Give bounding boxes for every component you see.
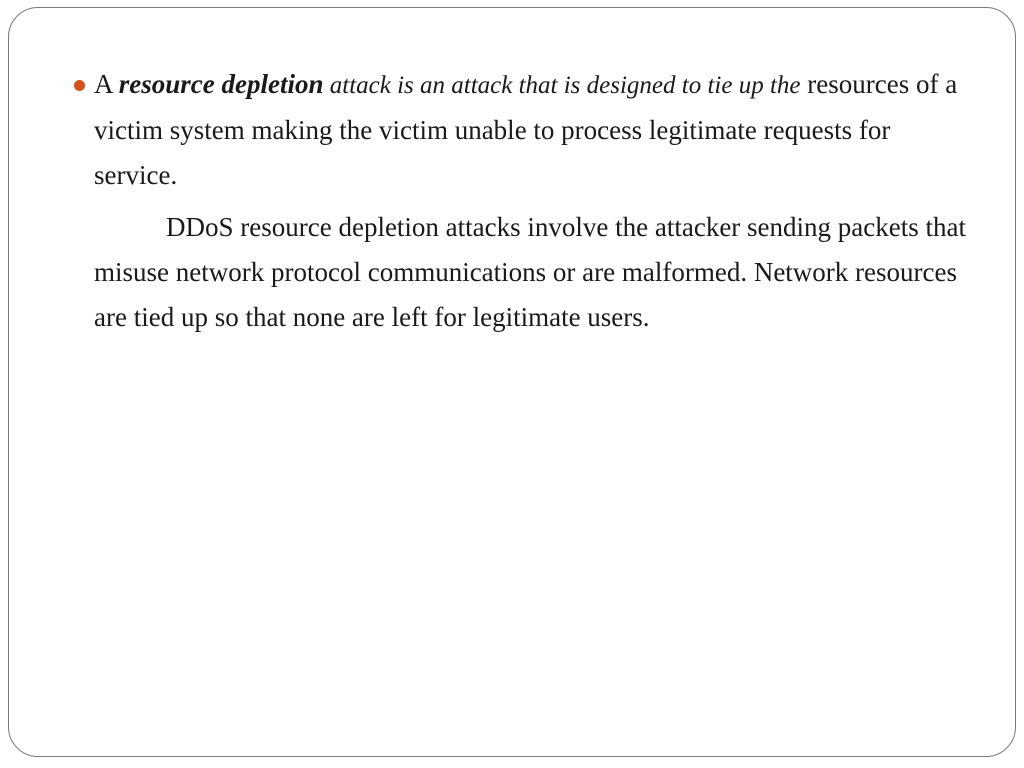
bullet-rest-text: resources of a victim system making the victim unable to process legitimate requests for service. — [94, 69, 958, 190]
bullet-lead: A — [94, 69, 119, 99]
bullet-italic-text: attack is an attack that is designed to tie up the — [323, 72, 801, 99]
slide-frame — [8, 7, 1016, 757]
bullet-dot-icon — [74, 80, 85, 91]
ddos-paragraph: DDoS resource depletion attacks involve the attacker sending packets that misuse network protocol communications or are malformed. Network resources are tied up so that none are left for legitimate users. — [94, 212, 966, 332]
bullet-item — [94, 62, 974, 198]
bullet-term: resource depletion — [118, 69, 324, 99]
slide-body — [94, 62, 974, 340]
